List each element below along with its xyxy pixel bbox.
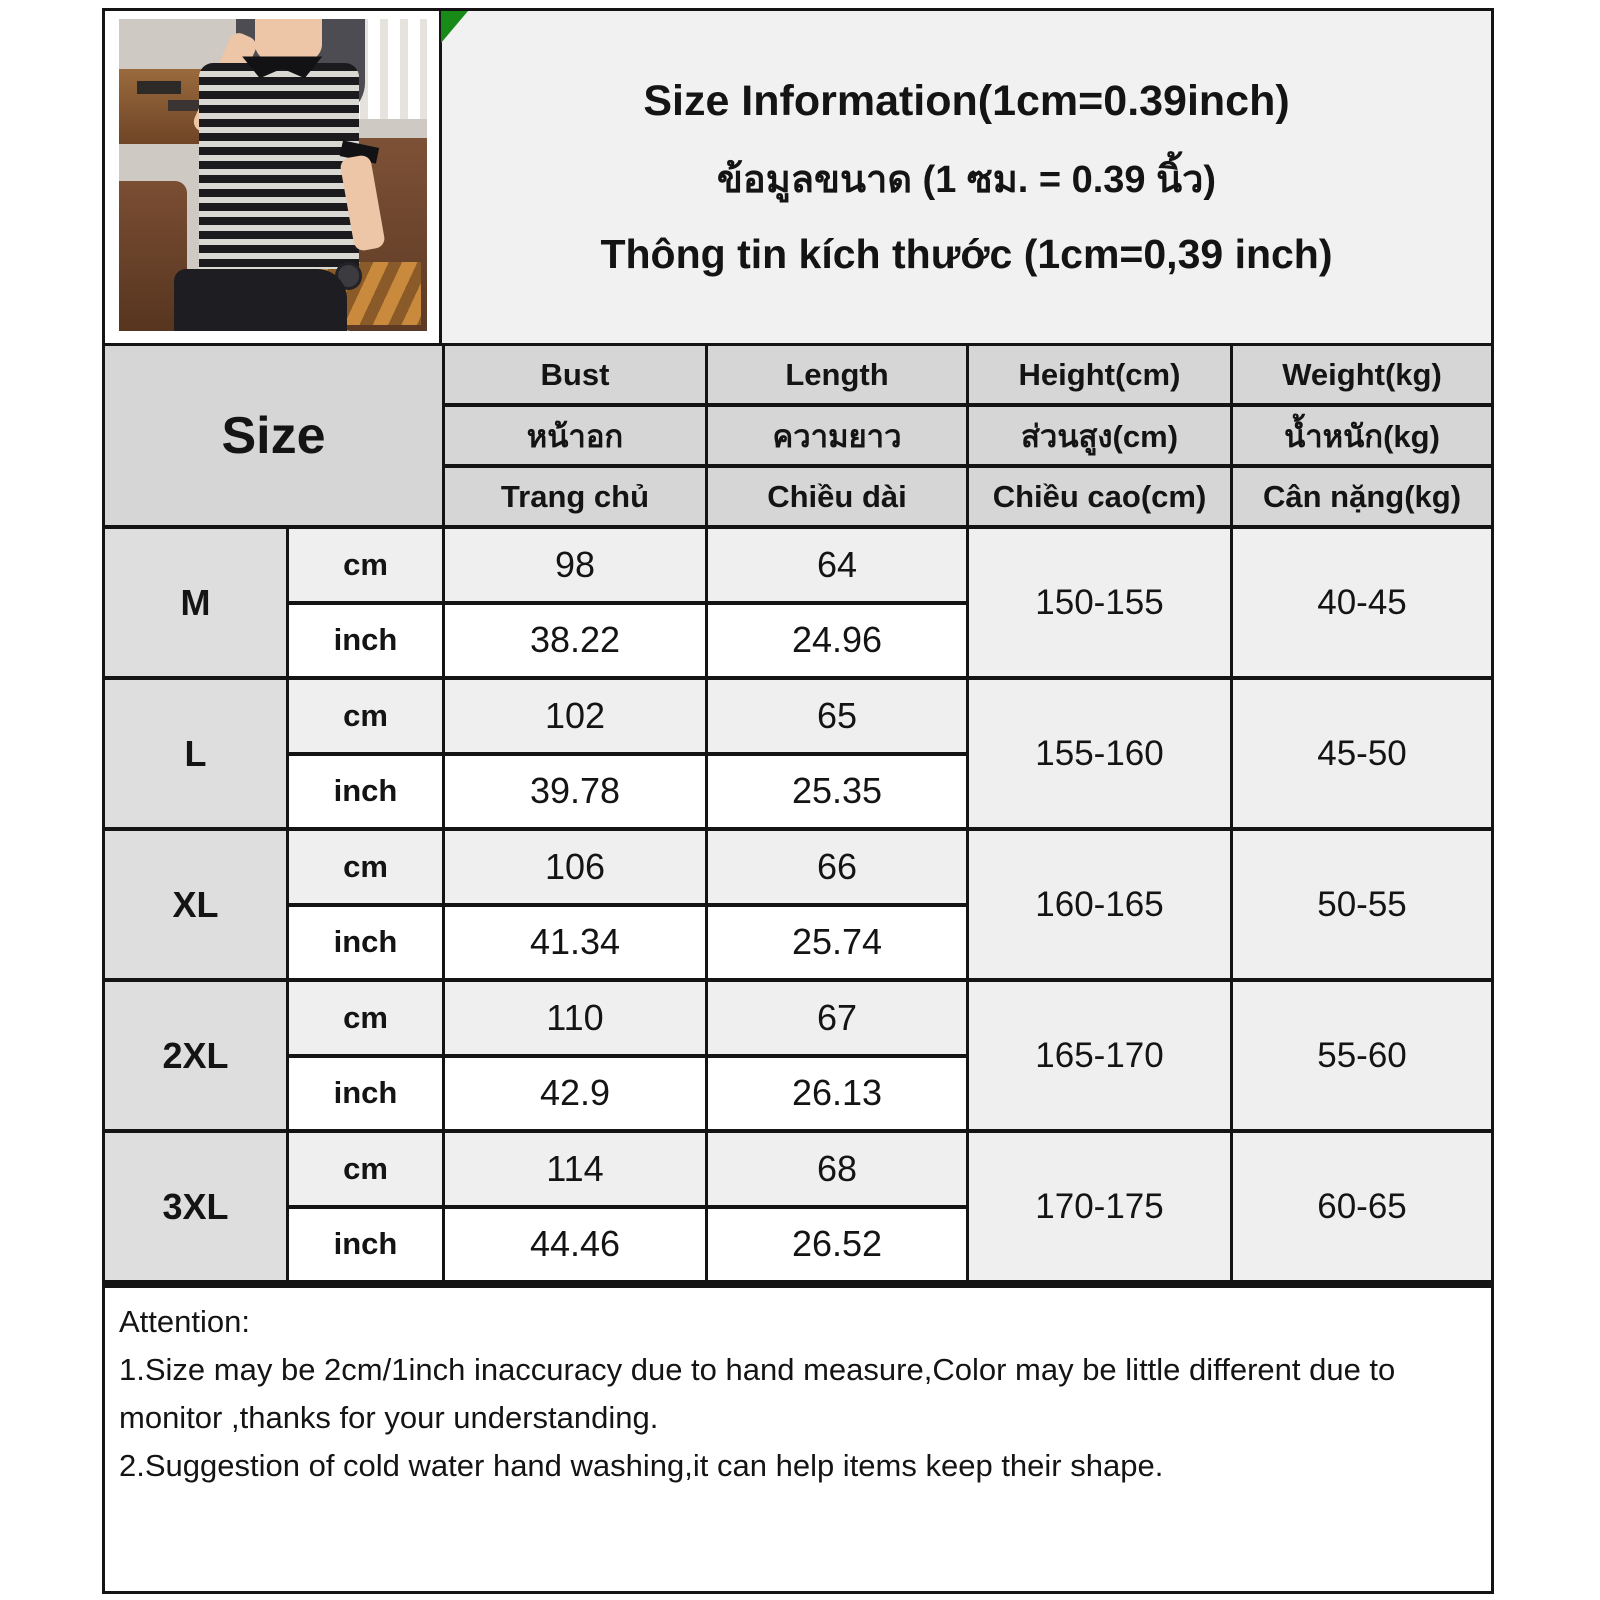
striped-polo-torso: [199, 63, 359, 269]
height-range: 150-155: [969, 529, 1230, 676]
header-height-en: Height(cm): [969, 346, 1230, 403]
header-height-th: ส่วนสูง(cm): [969, 407, 1230, 464]
header-weight-en: Weight(kg): [1233, 346, 1491, 403]
unit-inch: inch: [289, 756, 442, 828]
bust-inch: 39.78: [445, 756, 705, 828]
weight-range: 60-65: [1233, 1133, 1491, 1280]
product-photo: [119, 19, 427, 331]
unit-inch: inch: [289, 605, 442, 677]
size-corner-header: Size: [105, 346, 442, 525]
unit-inch: inch: [289, 907, 442, 979]
unit-cm: cm: [289, 982, 442, 1054]
length-cm: 65: [708, 680, 966, 752]
header-bust-th: หน้าอก: [445, 407, 705, 464]
weight-range: 50-55: [1233, 831, 1491, 978]
length-inch: 26.13: [708, 1058, 966, 1130]
remote-object: [137, 81, 180, 93]
bust-inch: 42.9: [445, 1058, 705, 1130]
unit-inch: inch: [289, 1209, 442, 1281]
unit-cm: cm: [289, 1133, 442, 1205]
header-weight-vi: Cân nặng(kg): [1233, 468, 1491, 525]
header-weight-th: น้ำหนัก(kg): [1233, 407, 1491, 464]
unit-cm: cm: [289, 680, 442, 752]
height-range: 155-160: [969, 680, 1230, 827]
weight-range: 45-50: [1233, 680, 1491, 827]
length-cm: 68: [708, 1133, 966, 1205]
length-inch: 25.35: [708, 756, 966, 828]
size-table: [105, 346, 1491, 1285]
title-cell: [442, 11, 1491, 343]
header-length-th: ความยาว: [708, 407, 966, 464]
size-label-xl: XL: [105, 831, 286, 978]
unit-cm: cm: [289, 529, 442, 601]
bust-cm: 106: [445, 831, 705, 903]
title-thai: ข้อมูลขนาด (1 ซม. = 0.39 นิ้ว): [716, 158, 1217, 201]
bust-inch: 44.46: [445, 1209, 705, 1281]
attention-notes: [105, 1285, 1491, 1591]
length-cm: 64: [708, 529, 966, 601]
length-inch: 26.52: [708, 1209, 966, 1281]
header-length-en: Length: [708, 346, 966, 403]
height-range: 160-165: [969, 831, 1230, 978]
model-pants: [174, 269, 346, 331]
header-length-vi: Chiều dài: [708, 468, 966, 525]
attention-note-2: 2.Suggestion of cold water hand washing,it can help items keep their shape.: [119, 1448, 1164, 1484]
attention-heading: Attention:: [119, 1304, 250, 1339]
size-label-l: L: [105, 680, 286, 827]
weight-range: 40-45: [1233, 529, 1491, 676]
length-cm: 67: [708, 982, 966, 1054]
bust-cm: 102: [445, 680, 705, 752]
header-bust-vi: Trang chủ: [445, 468, 705, 525]
bust-cm: 114: [445, 1133, 705, 1205]
size-label-m: M: [105, 529, 286, 676]
bust-inch: 41.34: [445, 907, 705, 979]
bust-cm: 98: [445, 529, 705, 601]
green-corner-ribbon-icon: [441, 11, 468, 43]
bust-inch: 38.22: [445, 605, 705, 677]
attention-note-1: 1.Size may be 2cm/1inch inaccuracy due to hand measure,Color may be little different due to monitor ,thanks for your understanding.: [119, 1352, 1396, 1436]
size-label-2xl: 2XL: [105, 982, 286, 1129]
bust-cm: 110: [445, 982, 705, 1054]
header-height-vi: Chiều cao(cm): [969, 468, 1230, 525]
size-label-3xl: 3XL: [105, 1133, 286, 1280]
length-cm: 66: [708, 831, 966, 903]
weight-range: 55-60: [1233, 982, 1491, 1129]
length-inch: 24.96: [708, 605, 966, 677]
height-range: 165-170: [969, 982, 1230, 1129]
header-bust-en: Bust: [445, 346, 705, 403]
unit-inch: inch: [289, 1058, 442, 1130]
unit-cm: cm: [289, 831, 442, 903]
title-vietnamese: Thông tin kích thước (1cm=0,39 inch): [600, 230, 1333, 277]
title-english: Size Information(1cm=0.39inch): [643, 76, 1290, 125]
height-range: 170-175: [969, 1133, 1230, 1280]
size-chart-panel: [102, 8, 1494, 1594]
length-inch: 25.74: [708, 907, 966, 979]
product-photo-cell: [105, 11, 442, 343]
top-section: [105, 11, 1491, 346]
